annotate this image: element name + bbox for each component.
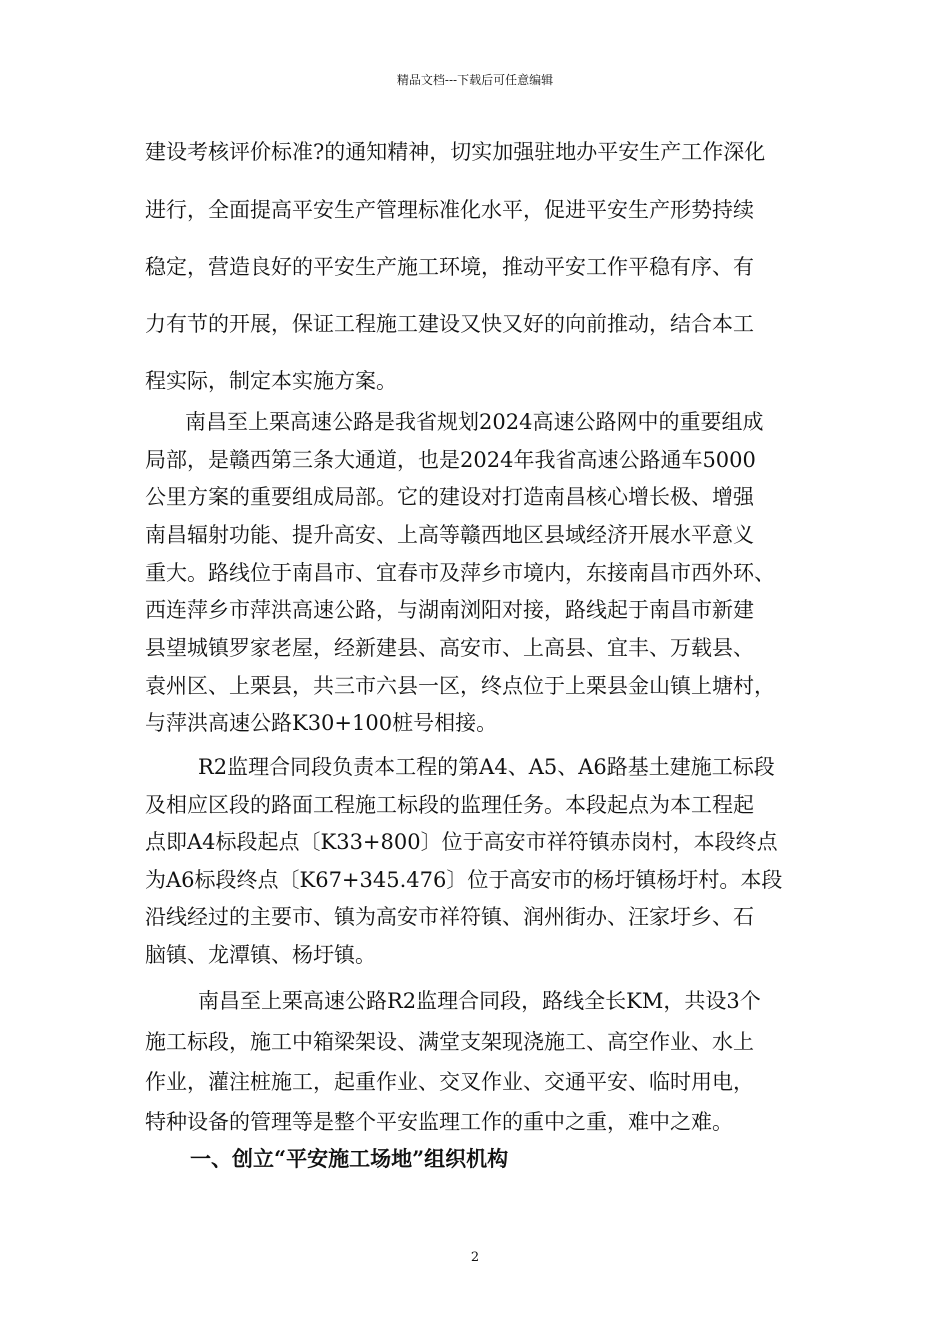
- paragraph-3-line-5: 沿线经过的主要市、镇为高安市祥符镇、润州街办、汪家圩乡、石: [145, 905, 754, 929]
- paragraph-2-line-5: 重大。路线位于南昌市、宜春市及萍乡市境内，东接南昌市西外环、: [145, 561, 775, 585]
- paragraph-4-line-2: 施工标段，施工中箱梁架设、满堂支架现浇施工、高空作业、水上: [145, 1030, 754, 1054]
- paragraph-2-line-3: 公里方案的重要组成局部。它的建设对打造南昌核心增长极、增强: [145, 485, 754, 509]
- paragraph-2-line-8: 袁州区、上栗县，共三市六县一区，终点位于上栗县金山镇上塘村，: [145, 674, 775, 698]
- paragraph-1-line-1: 建设考核评价标准?的通知精神，切实加强驻地办平安生产工作深化: [145, 140, 766, 164]
- paragraph-1-line-5: 程实际，制定本实施方案。: [145, 369, 397, 393]
- paragraph-2-line-1: 南昌至上栗高速公路是我省规划2024高速公路网中的重要组成: [185, 410, 764, 434]
- paragraph-2-line-4: 南昌辐射功能、提升高安、上高等赣西地区县域经济开展水平意义: [145, 523, 754, 547]
- paragraph-1-line-2: 进行，全面提高平安生产管理标准化水平，促进平安生产形势持续: [145, 198, 754, 222]
- section-heading: 一、创立“平安施工场地”组织机构: [190, 1146, 509, 1171]
- paragraph-3-line-4: 为A6标段终点〔K67+345.476〕位于高安市的杨圩镇杨圩村。本段: [145, 868, 783, 892]
- paragraph-3-line-2: 及相应区段的路面工程施工标段的监理任务。本段起点为本工程起: [145, 793, 754, 817]
- paragraph-3-line-3: 点即A4标段起点〔K33+800〕位于高安市祥符镇赤岗村，本段终点: [145, 830, 778, 854]
- paragraph-4-line-4: 特种设备的管理等是整个平安监理工作的重中之重，难中之难。: [145, 1110, 733, 1134]
- page-header: 精品文档---下载后可任意编辑: [396, 73, 554, 87]
- paragraph-2-line-9: 与萍洪高速公路K30+100桩号相接。: [145, 711, 498, 735]
- paragraph-3-line-6: 脑镇、龙潭镇、杨圩镇。: [145, 943, 376, 967]
- paragraph-3-line-1: R2监理合同段负责本工程的第A4、A5、A6路基土建施工标段: [198, 755, 775, 779]
- paragraph-1-line-4: 力有节的开展，保证工程施工建设又快又好的向前推动，结合本工: [145, 312, 754, 336]
- paragraph-4-line-1: 南昌至上栗高速公路R2监理合同段，路线全长KM，共设3个: [198, 989, 761, 1013]
- paragraph-2-line-2: 局部，是赣西第三条大通道，也是2024年我省高速公路通车5000: [145, 448, 756, 472]
- page-number: 2: [470, 1250, 480, 1265]
- paragraph-2-line-7: 县望城镇罗家老屋，经新建县、高安市、上高县、宜丰、万载县、: [145, 636, 754, 660]
- paragraph-2-line-6: 西连萍乡市萍洪高速公路，与湖南浏阳对接，路线起于南昌市新建: [145, 598, 754, 622]
- paragraph-1-line-3: 稳定，营造良好的平安生产施工环境，推动平安工作平稳有序、有: [145, 255, 754, 279]
- paragraph-4-line-3: 作业，灌注桩施工，起重作业、交叉作业、交通平安、临时用电，: [145, 1070, 754, 1094]
